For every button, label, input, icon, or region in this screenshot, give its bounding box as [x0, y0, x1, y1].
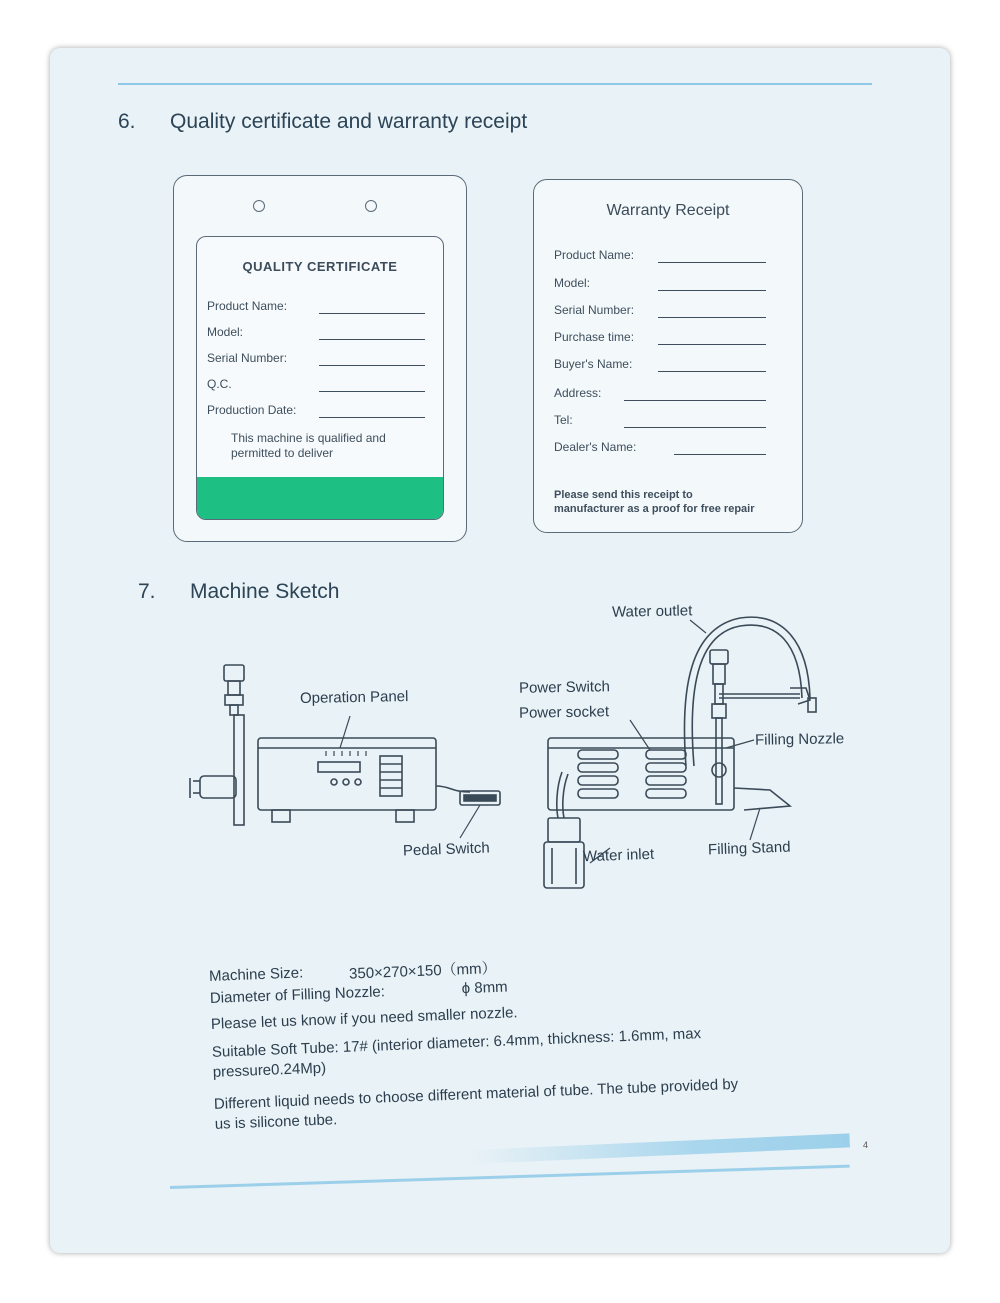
spec-tube-line-1: Suitable Soft Tube: 17# (interior diameter: 6.4mm, thickness: 1.6mm, max [211, 1025, 702, 1061]
wr-note-line-2: manufacturer as a proof for free repair [554, 503, 755, 515]
wr-field-tel: Tel: [554, 413, 573, 427]
spec-liquid-line-1: Different liquid needs to choose different material of tube. The tube provided by [213, 1075, 739, 1113]
spec-nozzle-value: ϕ 8mm [461, 978, 508, 998]
label-operation-panel: Operation Panel [299, 688, 409, 707]
qc-field-model: Model: [207, 325, 244, 339]
wr-field-product-name: Product Name: [554, 248, 635, 262]
footer-rule [170, 1165, 850, 1189]
spec-tube-line-2: pressure0.24Mp) [212, 1059, 327, 1081]
wr-note-line-1: Please send this receipt to [554, 489, 693, 501]
specs-block [208, 923, 876, 1158]
quality-certificate-title: QUALITY CERTIFICATE [242, 259, 398, 274]
section-6-number: 6. [118, 110, 136, 133]
label-filling-nozzle: Filling Nozzle [754, 730, 845, 749]
qc-field-qc: Q.C. [207, 377, 232, 391]
spec-size-value: 350×270×150（mm） [348, 959, 497, 983]
spec-liquid-line-2: us is silicone tube. [214, 1111, 338, 1133]
label-water-outlet: Water outlet [611, 602, 693, 621]
water-inlet-bottle-icon [544, 772, 584, 888]
left-valve-icon [190, 665, 244, 825]
section-7-number: 7. [138, 580, 156, 603]
qc-field-production-date: Production Date: [207, 403, 297, 417]
right-machine-body-icon [548, 738, 790, 810]
machine-sketch [50, 48, 950, 928]
qc-field-product-name: Product Name: [207, 299, 288, 313]
wr-field-purchase-time: Purchase time: [554, 330, 635, 344]
spec-nozzle-label: Diameter of Filling Nozzle: [209, 983, 386, 1007]
label-power-socket: Power socket [518, 703, 610, 722]
label-pedal-switch: Pedal Switch [402, 839, 490, 860]
spec-size-label: Machine Size: [208, 964, 304, 985]
wr-field-buyers-name: Buyer's Name: [554, 357, 633, 371]
qc-field-serial-number: Serial Number: [207, 351, 288, 365]
left-machine-body-icon [258, 738, 470, 822]
spec-smaller-nozzle: Please let us know if you need smaller nozzle. [210, 1004, 518, 1033]
page-number: 4 [863, 1140, 869, 1150]
qc-note-line-2: permitted to deliver [231, 446, 334, 460]
sketch-leader-lines [340, 620, 760, 866]
section-7-title: Machine Sketch [190, 580, 340, 603]
section-6-title: Quality certificate and warranty receipt [170, 110, 528, 133]
wr-field-dealers-name: Dealer's Name: [554, 440, 637, 454]
wr-field-model: Model: [554, 276, 591, 290]
manual-page [50, 48, 950, 1253]
label-filling-stand: Filling Stand [707, 838, 791, 859]
pedal-switch-icon [460, 791, 500, 805]
warranty-receipt-title: Warranty Receipt [606, 202, 730, 219]
label-power-switch: Power Switch [518, 678, 611, 697]
wr-field-address: Address: [554, 386, 602, 400]
wr-field-serial-number: Serial Number: [554, 303, 635, 317]
label-water-inlet: Water inlet [582, 845, 655, 866]
qc-note-line-1: This machine is qualified and [231, 431, 386, 445]
